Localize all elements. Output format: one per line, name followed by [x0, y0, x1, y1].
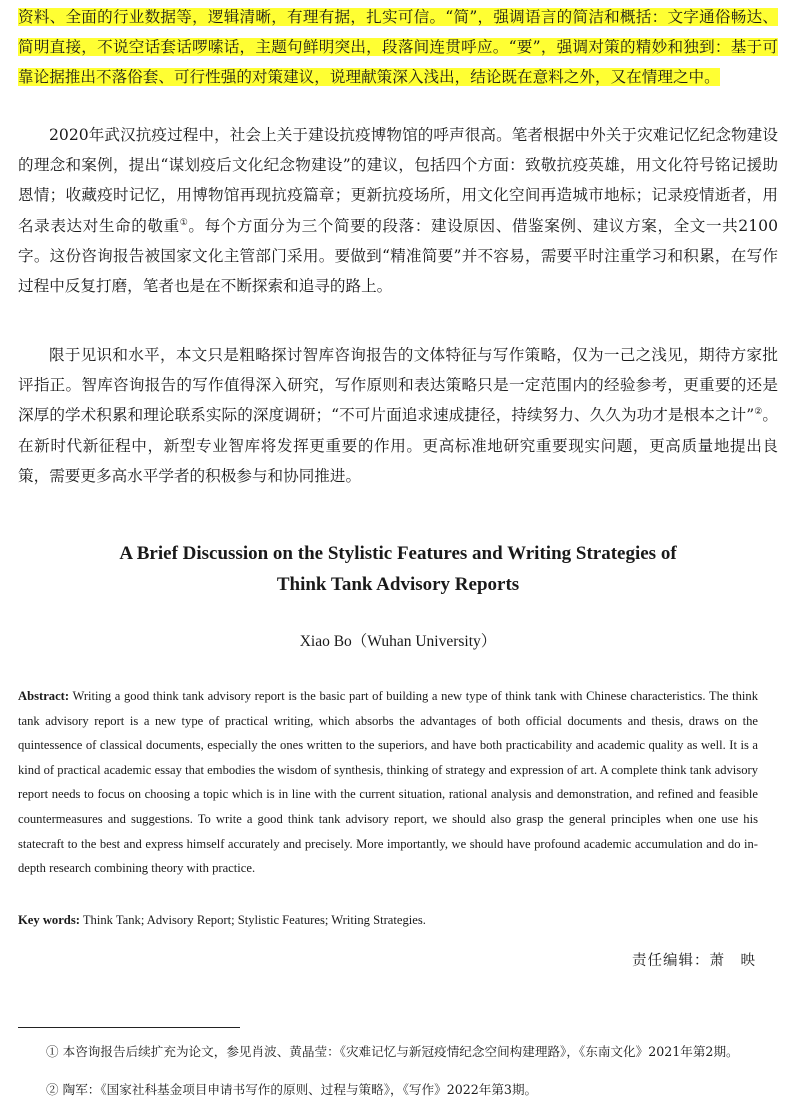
body-paragraph-museum [18, 120, 778, 301]
abstract-text: Writing a good think tank advisory report is the basic part of building a new type of think tank with Chinese characteristics. The think tank advisory report is a new type of practical writing, which absorbs the advantages of both official documents and thesis, draws on the quintessence of classical documents, especially the ones written to the superiors, and have both practicability and academic quality as well. It is a kind of practical academic essay that embodies the wisdom of synthesis, thinking of strategy and expression of art. A complete think tank advisory report needs to focus on choosing a topic which is in line with the current situation, rational analysis and demonstration, and refined and feasible countermeasures and suggestions. To write a good think tank advisory report, we should also grasp the general principles when one use his statecraft to the best and express himself accurately and precisely. More importantly, we should have profound academic accumulation and do in-depth research combining theory with practice. [18, 689, 758, 876]
keywords-label: Key words: [18, 913, 80, 927]
footnote-ref-1[interactable]: ① [179, 217, 189, 228]
highlighted-paragraph [18, 2, 778, 93]
paragraph-text: 。每个方面分为三个简要的段落：建设原因、借鉴案例、建议方案，全文一共2100字。这份咨询报告被国家文化主管部门采用。要做到“精准简要”并不容易，需要平时注重学习和积累，在写作过程中反复打磨，笔者也是在不断探索和追寻的路上。 [18, 216, 778, 296]
responsible-editor: 责任编辑：萧 映 [632, 953, 756, 969]
english-keywords [18, 908, 758, 932]
abstract-label: Abstract: [18, 689, 70, 703]
highlighted-text: 资料、全面的行业数据等，逻辑清晰，有理有据，扎实可信。“简”，强调语言的简洁和概括：文字通俗畅达、简明直接，不说空话套话啰嗦话，主题句鲜明突出，段落间连贯呼应。“要”，强调对策的精妙和独到：基于可靠论据推出不落俗套、可行性强的对策建议，说理献策深入浅出，结论既在意料之外，又在情理之中。 [18, 8, 778, 87]
english-author: Xiao Bo（Wuhan University） [299, 633, 497, 650]
keywords-text: Think Tank; Advisory Report; Stylistic Features; Writing Strategies. [79, 913, 426, 927]
footnote-divider [18, 1027, 240, 1028]
footnote-ref-2[interactable]: ② [754, 407, 763, 418]
footnote-2: ② 陶军：《国家社科基金项目申请书写作的原则、过程与策略》，《写作》2022年第3期。 [46, 1082, 538, 1097]
paragraph-text: 2020年武汉抗疫过程中，社会上关于建设抗疫博物馆的呼声很高。笔者根据中外关于灾难记忆纪念物建设的理念和案例，提出“谋划疫后文化纪念物建设”的建议，包括四个方面：致敬抗疫英雄，用文化符号铭记援助恩情；收藏疫时记忆，用博物馆再现抗疫篇章；更新抗疫场所，用文化空间再造城市地标；记录疫情逝者，用名录表达对生命的敬重 [18, 126, 778, 235]
footnote-1: ① 本咨询报告后续扩充为论文，参见肖波、黄晶莹：《灾难记忆与新冠疫情纪念空间构建理路》，《东南文化》2021年第2期。 [46, 1044, 739, 1059]
body-paragraph-conclusion [18, 340, 778, 491]
english-title-line-2: Think Tank Advisory Reports [276, 574, 520, 595]
english-title-line-1: A Brief Discussion on the Stylistic Features and Writing Strategies of [119, 543, 677, 564]
paragraph-text: 。在新时代新征程中，新型专业智库将发挥更重要的作用。更高标准地研究重要现实问题，更高质量地提出良策，需要更多高水平学者的积极参与和协同推进。 [18, 406, 778, 485]
paragraph-text: 限于见识和水平，本文只是粗略探讨智库咨询报告的文体特征与写作策略，仅为一己之浅见，期待方家批评指正。智库咨询报告的写作值得深入研究，写作原则和表达策略只是一定范围内的经验参考，更重要的还是深厚的学术积累和理论联系实际的深度调研；“不可片面追求速成捷径，持续努力、久久为功才是根本之计” [18, 346, 778, 425]
english-abstract [18, 684, 758, 881]
